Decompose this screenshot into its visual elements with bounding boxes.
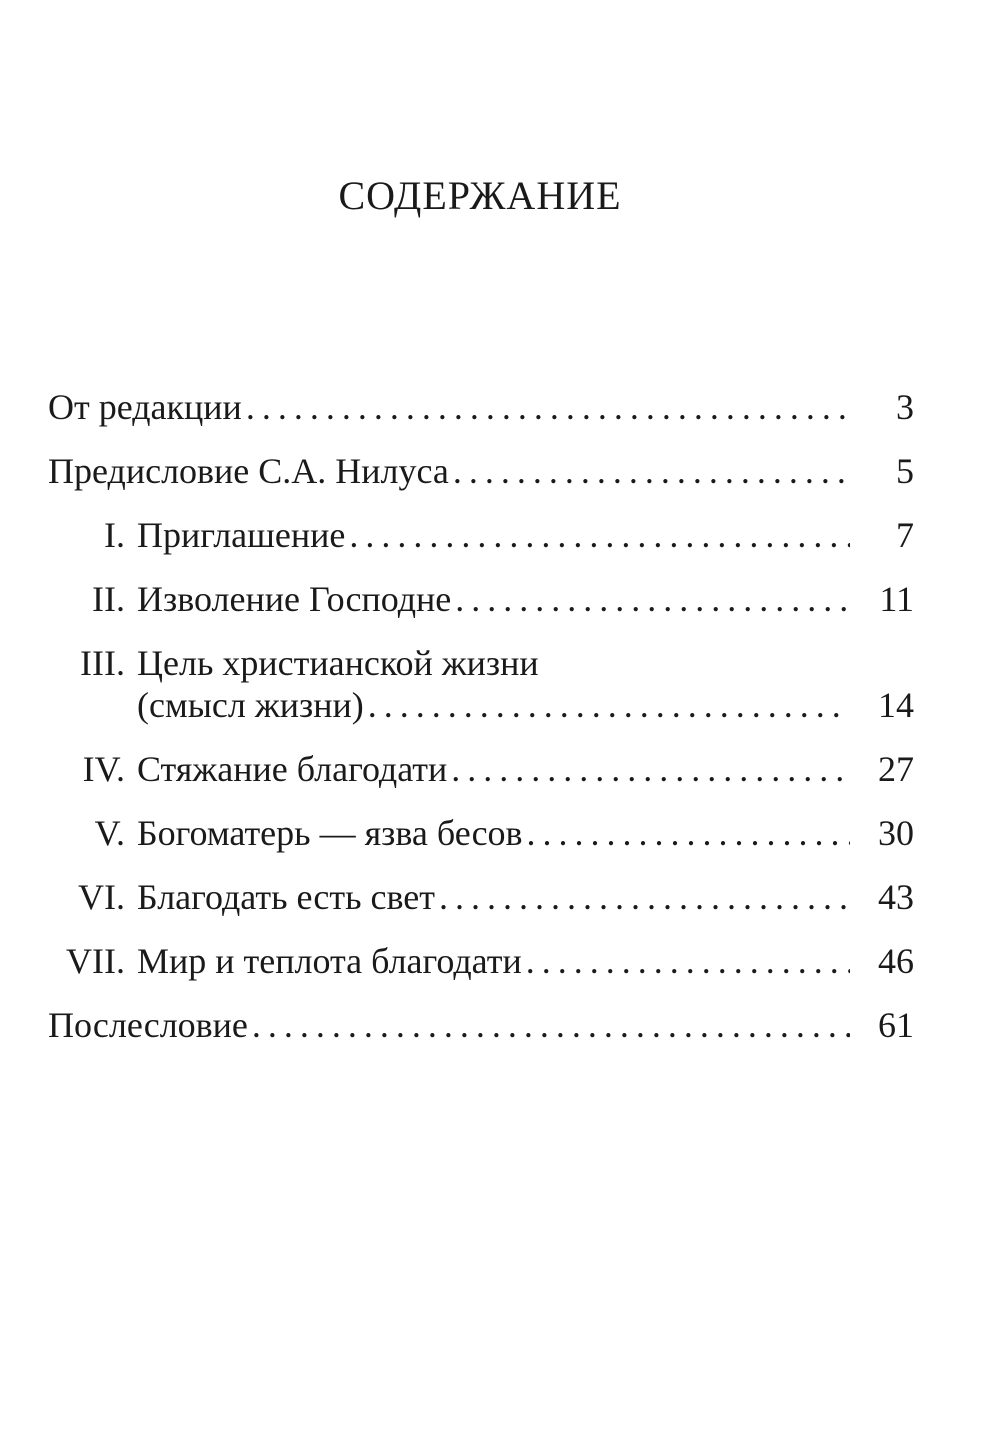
toc-entry-title: Стяжание благодати (137, 749, 448, 789)
dot-leader (455, 578, 850, 620)
toc-page-number: 11 (879, 579, 914, 619)
dot-leader (527, 812, 850, 854)
toc-entry[interactable] (48, 642, 914, 726)
toc-page-number: 61 (878, 1005, 914, 1045)
toc-entry-title: Благодать есть свет (137, 877, 435, 917)
dot-leader (368, 684, 850, 726)
toc-entry[interactable] (48, 578, 914, 620)
toc-entry[interactable] (48, 514, 914, 556)
dot-leader (451, 748, 850, 790)
chapter-number: III. (80, 643, 125, 683)
chapter-number: VII. (66, 941, 125, 981)
toc-entry-title: Послесловие (48, 1005, 248, 1045)
dot-leader (252, 1004, 850, 1046)
toc-page-number: 14 (878, 685, 914, 725)
toc-page-number: 43 (878, 877, 914, 917)
toc-entry[interactable] (48, 876, 914, 918)
toc-entry[interactable] (48, 940, 914, 982)
toc-entry[interactable] (48, 1004, 914, 1046)
dot-leader (246, 386, 850, 428)
chapter-number: VI. (78, 877, 125, 917)
chapter-number: II. (92, 579, 125, 619)
toc-entry-title: От редакции (48, 387, 242, 427)
toc-entry-title: Изволение Господне (137, 579, 452, 619)
dot-leader (453, 450, 850, 492)
toc-entry-title-line: Цель христианской жизни (137, 643, 539, 683)
toc-entry[interactable] (48, 450, 914, 492)
toc-entry[interactable] (48, 386, 914, 428)
toc-page-number: 46 (878, 941, 914, 981)
chapter-number: IV. (82, 749, 125, 789)
toc-entry[interactable] (48, 812, 914, 854)
toc-entry-title-line: (смысл жизни) (137, 685, 364, 725)
dot-leader (349, 514, 850, 556)
toc-entry-title: Предисловие С.А. Нилуса (48, 451, 449, 491)
toc-page-number: 7 (896, 515, 914, 555)
dot-leader (439, 876, 850, 918)
toc-entry-title: Богоматерь — язва бесов (137, 813, 523, 853)
toc-entry-title: Приглашение (137, 515, 346, 555)
toc-page-number: 30 (878, 813, 914, 853)
chapter-number: V. (94, 813, 125, 853)
toc-entry[interactable] (48, 748, 914, 790)
toc-page-number: 5 (896, 451, 914, 491)
page-title: СОДЕРЖАНИЕ (338, 173, 622, 218)
dot-leader (526, 940, 850, 982)
toc-entry-title: Мир и теплота благодати (137, 941, 522, 981)
table-of-contents (48, 386, 914, 1068)
toc-page-number: 27 (878, 749, 914, 789)
chapter-number: I. (104, 515, 125, 555)
toc-page-number: 3 (896, 387, 914, 427)
